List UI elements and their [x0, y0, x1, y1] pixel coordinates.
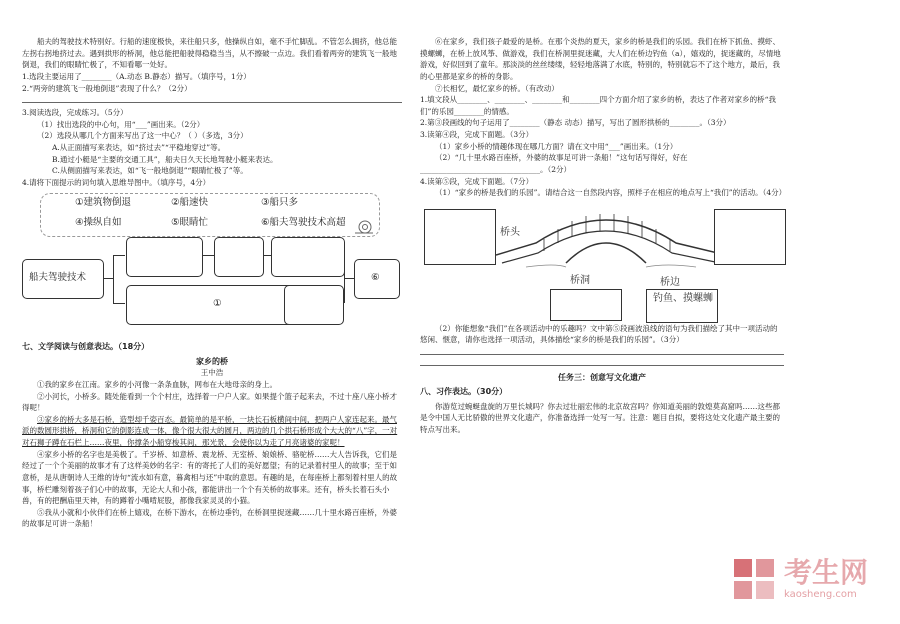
- connector: [263, 255, 271, 256]
- answer-box[interactable]: [354, 259, 400, 299]
- bridge-head-label: 桥头: [500, 226, 520, 238]
- connector: [113, 255, 114, 303]
- bridge-side-label: 桥边: [660, 276, 680, 288]
- task-3-heading: 任务三：创意写文化遗产: [558, 373, 646, 382]
- mind-map: [22, 189, 402, 339]
- watermark-site: kaosheng.com: [783, 588, 857, 600]
- connector: [344, 255, 345, 303]
- question-4: 4.请将下面提示的词句填入思维导图中。（填序号，4分）: [22, 177, 211, 187]
- question-6: 2.第③段画线的句子运用了________（静态 动态）描写，写出了圆形拱桥的________。（3分）: [420, 118, 731, 128]
- answer-box[interactable]: [284, 285, 344, 325]
- snail-icon: [353, 218, 375, 234]
- story-paragraph: ③家乡的桥大多是石桥，造型却千姿百态。最简单的是平桥，一块长石板横间中间，把两户人家连起来。最气派的数圆形拱桥，桥洞和它的倒影连成一体，像个很大很大的圆月，两边的几个拱石桥形成个大大的“八”字，一对对石狮子蹲在石栏上……夜里，你撑条小船穿梭其间，那光景，会使你以为走了月亮诸婆的家呢！: [22, 414, 398, 448]
- box-number: ⑥: [371, 271, 380, 283]
- answer-box[interactable]: [271, 237, 345, 277]
- question-8: 4.读第⑤段，完成下面题。（7分）: [420, 176, 534, 186]
- bridge-diagram: [420, 203, 784, 323]
- question-7-2: （2）“几十里水路百座桥，外婆的故事足可讲一条船！”这句话写得好，好在________________________________。（2分）: [420, 153, 688, 174]
- connector: [113, 303, 125, 304]
- answer-box[interactable]: [214, 237, 264, 277]
- question-7: 3.读第④段，完成下面题。（3分）: [420, 130, 534, 139]
- option-c: C.从侧面描写来表达，如“飞一般地倒退”“眼睛忙极了”等。: [52, 166, 248, 176]
- question-3-2: （2）选段从哪几个方面来写出了这一中心？（ ）（多选，3分）: [37, 131, 248, 141]
- question-5: 1.填文段从________、________、________和________四个方面介绍了家乡的桥，表达了作者对家乡的桥“我们”的乐园________的情感。: [420, 95, 776, 116]
- answer-line: [420, 359, 784, 366]
- center-label: 船夫驾驶技术: [29, 271, 87, 283]
- option-b: B.通过小艇是“主要的交通工具”，船夫日久天长地驾驶小艇来表达。: [52, 154, 278, 164]
- center-box: [22, 259, 104, 299]
- question-7-1: （1）家乡小桥的情趣体现在哪几方面？请在文中用“___”画出来。（1分）: [435, 141, 678, 151]
- question-3: 3.阅读选段，完成练习。（5分）: [22, 108, 128, 118]
- word-item: ②船速快: [171, 196, 209, 208]
- connector: [344, 278, 354, 279]
- passage-excerpt: 船夫的驾驶技术特别好。行船的速度极快，来往船只多，他操纵自如，毫不手忙脚乱。不管怎么拥挤，他总能左拐右拐地挤过去。遇到拱形的桥洞，他总能把船驶得稳稳当当，从不擦破一点边。我们看着两旁的建筑飞一般地倒退，我们的眼睛忙极了，不知看哪一处好。: [22, 37, 397, 70]
- connector: [113, 255, 125, 256]
- question-3-1: （1）找出选段的中心句，用“___”画出来。（2分）: [37, 119, 205, 129]
- answer-box[interactable]: [550, 289, 622, 321]
- left-column: [22, 36, 402, 530]
- connector: [202, 255, 214, 256]
- answer-box[interactable]: [714, 209, 786, 265]
- bridge-hole-label: 桥洞: [570, 274, 590, 286]
- word-item: ①建筑物倒退: [75, 196, 132, 208]
- example-answer: 钓鱼、摸螺蛳: [653, 292, 713, 304]
- option-a: A.从正面描写来表达，如“挤过去”“平稳地穿过”等。: [52, 143, 226, 152]
- word-item: ⑥船夫驾驶技术高超: [261, 216, 346, 228]
- kaosheng-logo-icon: [730, 555, 778, 603]
- word-item: ⑤眼睛忙: [171, 216, 209, 228]
- answer-line: [22, 96, 402, 103]
- story-author: 王中浩: [200, 368, 224, 378]
- story-paragraph: ①我的家乡在江南。家乡的小河像一条条血脉，网布在大地母亲的身上。: [37, 379, 277, 389]
- answer-box[interactable]: [424, 209, 496, 265]
- story-paragraph: ⑥在家乡，我们孩子最爱的是桥。在那个炎热的夏天，家乡的桥是我们的乐园。我们在桥下抓鱼、摸虾、摸螺蛳，在桥上放风筝、做游戏，我们在桥洞里捉迷藏，大人们在桥边钓鱼（a），嬉戏的，捉迷藏的，尽情地游戏，好似回到了童年。那淡淡的丝丝缕缕，轻轻地落满了水底，特别的，特别就忘不了这个地方，最后，我的心里都是家乡的桥的身影。: [420, 37, 781, 81]
- question-8-1: （1）“家乡的桥是我们的乐园”。请结合这一自然段内容，照样子在相应的地点写上“我们”的活动。（4分）: [435, 188, 787, 198]
- question-2: 2.“两旁的建筑飞一般地倒退”表现了什么？（2分）: [22, 83, 192, 93]
- essay-prompt: 你游览过蜿蜒盘旋的万里长城吗？你去过壮丽宏伟的北京故宫吗？你知道美丽的敦煌莫高窟吗……这些都是令中国人无比骄傲的世界文化遗产，你准备选择一处写一写。注意：题目自拟，要将这处文化遗产最主要的特点写出来。: [420, 401, 780, 435]
- example-box: [646, 289, 718, 323]
- question-1: 1.选段主要运用了________（A.动态 B.静态）描写。（填序号，1分）: [22, 71, 251, 81]
- question-8-2: （2）你能想象“我们”在各项活动中的乐趣吗？文中第⑤段画波浪线的语句为我们描绘了其中一项活动的悠闲、惬意，请你也选择一项活动，具体描绘“家乡的桥是我们的乐园”。（3分）: [420, 323, 778, 345]
- watermark-brand: 考生网: [783, 555, 868, 589]
- word-bank: [40, 193, 380, 237]
- section-8-heading: 八、习作表达。（30分）: [420, 387, 508, 397]
- section-7-heading: 七、文学阅读与创意表达。（18分）: [22, 341, 150, 351]
- word-item: ④操纵自如: [75, 216, 122, 228]
- story-paragraph: ④家乡小桥的名字也是美极了。千岁桥、如意桥、震龙桥、无室桥、娘娘桥、骆驼桥……大人告诉我，它们是经过了一个个美丽的故事才有了这样美妙的名字：有的寄托了人们的美好愿望；有的记录着村里人的故事；至于如意桥，是从唐朝诗人王维的诗句“流水如有意，暮禽相与还”中取的意思。有趣的是，在每座桥上都刻着村里人的故事，桥栏雕刻着孩子们心中的故事，无论大人和小孩，都能讲出一个个有关桥的故事来。还有，桥头长着石头小兽，有的把酬庙里天神，有的蹲着小嘴啃屁股，都像我家灵灵的小猫。: [22, 449, 398, 506]
- watermark: [783, 555, 868, 603]
- answer-line: [420, 348, 784, 355]
- story-paragraph: ⑤我从小就和小伙伴们在桥上嬉戏，在桥下游水，在桥边垂钓，在桥洞里捉迷藏……几十里水路百座桥，外婆的故事足可讲一条船！: [22, 507, 397, 529]
- bridge-illustration: [496, 203, 726, 275]
- answer-box[interactable]: [126, 237, 203, 277]
- box-number: ①: [213, 297, 222, 309]
- connector: [103, 278, 113, 279]
- right-column: [420, 36, 787, 436]
- story-title: 家乡的桥: [196, 355, 228, 366]
- story-paragraph: ⑦长相忆，最忆家乡的桥。（有改动）: [435, 83, 559, 93]
- story-paragraph: ②小河长，小桥多。随处能看到一个个村庄，选择着一户户人家。如果提个篮子起来去，不过十座八座小桥才得呢！: [22, 391, 397, 413]
- word-item: ③船只多: [261, 196, 299, 208]
